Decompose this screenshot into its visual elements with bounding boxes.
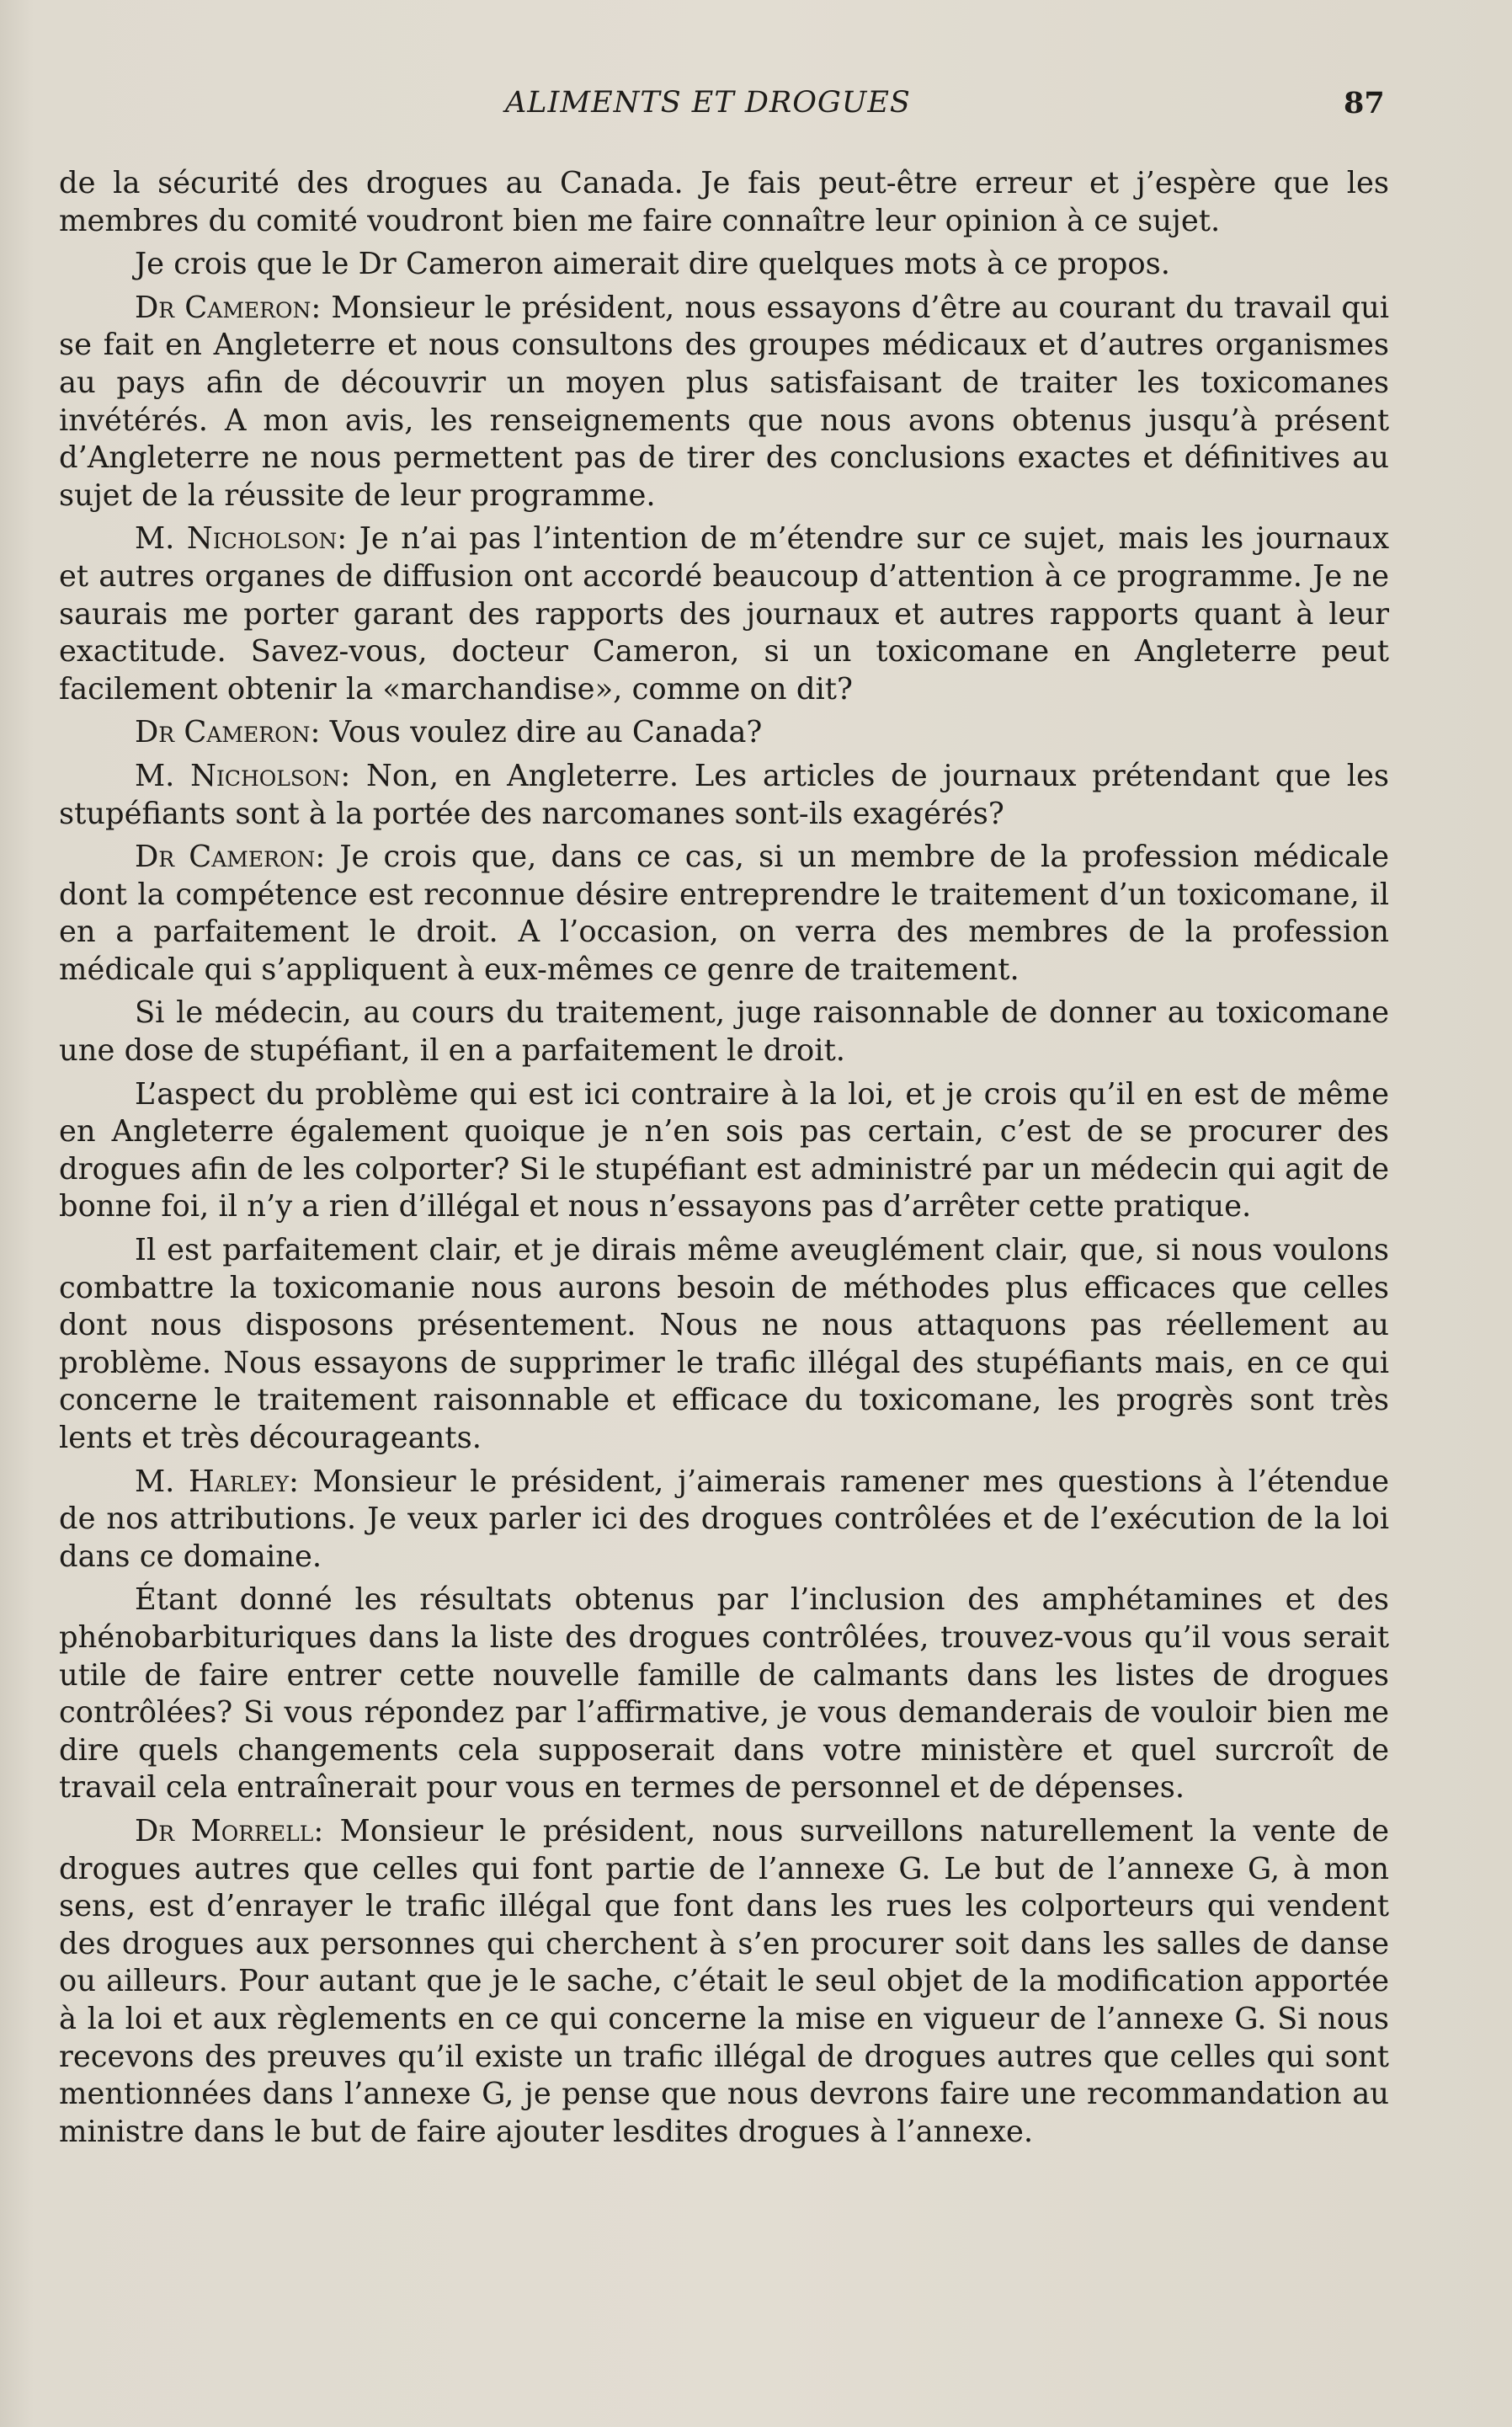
paragraph: de la sécurité des drogues au Canada. Je fais peut-être erreur et j’espère que les membres du comité voudront bien me faire connaître leur opinion à ce sujet. <box>59 166 1389 238</box>
body-text <box>59 165 1389 2157</box>
speaker-label: Dr Cameron: <box>135 290 322 325</box>
paragraph: L’aspect du problème qui est ici contraire à la loi, et je crois qu’il en est de même en Angleterre également quoique je n’en sois pas certain, c’est de se procurer des drogues afin de les colporter? Si le stupéfiant est administré par un médecin qui agit de bonne foi, il n’y a rien d’illégal et nous n’essayons pas d’arrêter cette pratique. <box>59 1076 1389 1224</box>
paragraph: Étant donné les résultats obtenus par l’inclusion des amphétamines et des phénobarbituriques dans la liste des drogues contrôlées, trouvez-vous qu’il vous serait utile de faire entrer cette nouvelle famille de calmants dans les listes de drogues contrôlées? Si vous répondez par l’affirmative, je vous demanderais de vouloir bien me dire quels changements cela supposerait dans votre ministère et quel surcroît de travail cela entraînerait pour vous en termes de personnel et de dépenses. <box>59 1582 1389 1806</box>
paragraph: M. Nicholson: Non, en Angleterre. Les articles de journaux prétendant que les stupéfiants sont à la portée des narcomanes sont-ils exagérés? <box>59 758 1389 831</box>
speaker-label: Dr Morrell: <box>135 1813 324 1848</box>
page-header <box>0 86 1512 136</box>
paragraph: Dr Morrell: Monsieur le président, nous surveillons naturellement la vente de drogues autres que celles qui font partie de l’annexe G. Le but de l’annexe G, à mon sens, est d’enrayer le trafic illégal que font dans les rues les colporteurs qui vendent des drogues aux personnes qui cherchent à s’en procurer soit dans les salles de danse ou ailleurs. Pour autant que je le sache, c’était le seul objet de la modification apportée à la loi et aux règlements en ce qui concerne la mise en vigueur de l’annexe G. Si nous recevons des preuves qu’il existe un trafic illégal de drogues autres que celles qui sont mentionnées dans l’annexe G, je pense que nous devrons faire une recommandation au ministre dans le but de faire ajouter lesdites drogues à l’annexe. <box>59 1813 1389 2149</box>
paragraph: Il est parfaitement clair, et je dirais même aveuglément clair, que, si nous voulons combattre la toxicomanie nous aurons besoin de méthodes plus efficaces que celles dont nous disposons présentement. Nous ne nous attaquons pas réellement au problème. Nous essayons de supprimer le trafic illégal des stupéfiants mais, en ce qui concerne le traitement raisonnable et efficace du toxicomane, les progrès sont très lents et très décourageants. <box>59 1233 1389 1455</box>
paragraph: M. Harley: Monsieur le président, j’aimerais ramener mes questions à l’étendue de nos attributions. Je veux parler ici des drogues contrôlées et de l’exécution de la loi dans ce domaine. <box>59 1464 1389 1574</box>
speaker-label: Dr Cameron: <box>135 840 326 875</box>
speaker-label: M. Nicholson: <box>135 758 351 793</box>
paragraph: Je crois que le Dr Cameron aimerait dire quelques mots à ce propos. <box>135 247 1170 282</box>
page-number: 87 <box>1344 86 1385 120</box>
paragraph: M. Nicholson: Je n’ai pas l’intention de m’étendre sur ce sujet, mais les journaux et autres organes de diffusion ont accordé beaucoup d’attention à ce programme. Je ne saurais me porter garant des rapports des journaux et autres rapports quant à leur exactitude. Savez-vous, docteur Cameron, si un toxicomane en Angleterre peut facilement obtenir la «marchandise», comme on dit? <box>59 521 1389 707</box>
speaker-label: Dr Cameron: <box>135 715 321 750</box>
speaker-label: M. Nicholson: <box>135 521 348 557</box>
running-title: ALIMENTS ET DROGUES <box>505 86 911 120</box>
paragraph: Si le médecin, au cours du traitement, juge raisonnable de donner au toxicomane une dose de stupéfiant, il en a parfaitement le droit. <box>59 995 1389 1069</box>
paragraph: Dr Cameron: Monsieur le président, nous essayons d’être au courant du travail qui se fait en Angleterre et nous consultons des groupes médicaux et d’autres organismes au pays afin de découvrir un moyen plus satisfaisant de traiter les toxicomanes invétérés. A mon avis, les renseignements que nous avons obtenus jusqu’à présent d’Angleterre ne nous permettent pas de tirer des conclusions exactes et définitives au sujet de la réussite de leur programme. <box>59 290 1389 513</box>
paragraph: Dr Cameron: Je crois que, dans ce cas, si un membre de la profession médicale dont la compétence est reconnue désire entreprendre le traitement d’un toxicomane, il en a parfaitement le droit. A l’occasion, on verra des membres de la profession médicale qui s’appliquent à eux-mêmes ce genre de traitement. <box>59 840 1389 987</box>
paragraph: Dr Cameron: Vous voulez dire au Canada? <box>135 715 763 750</box>
speaker-label: M. Harley: <box>135 1464 299 1499</box>
